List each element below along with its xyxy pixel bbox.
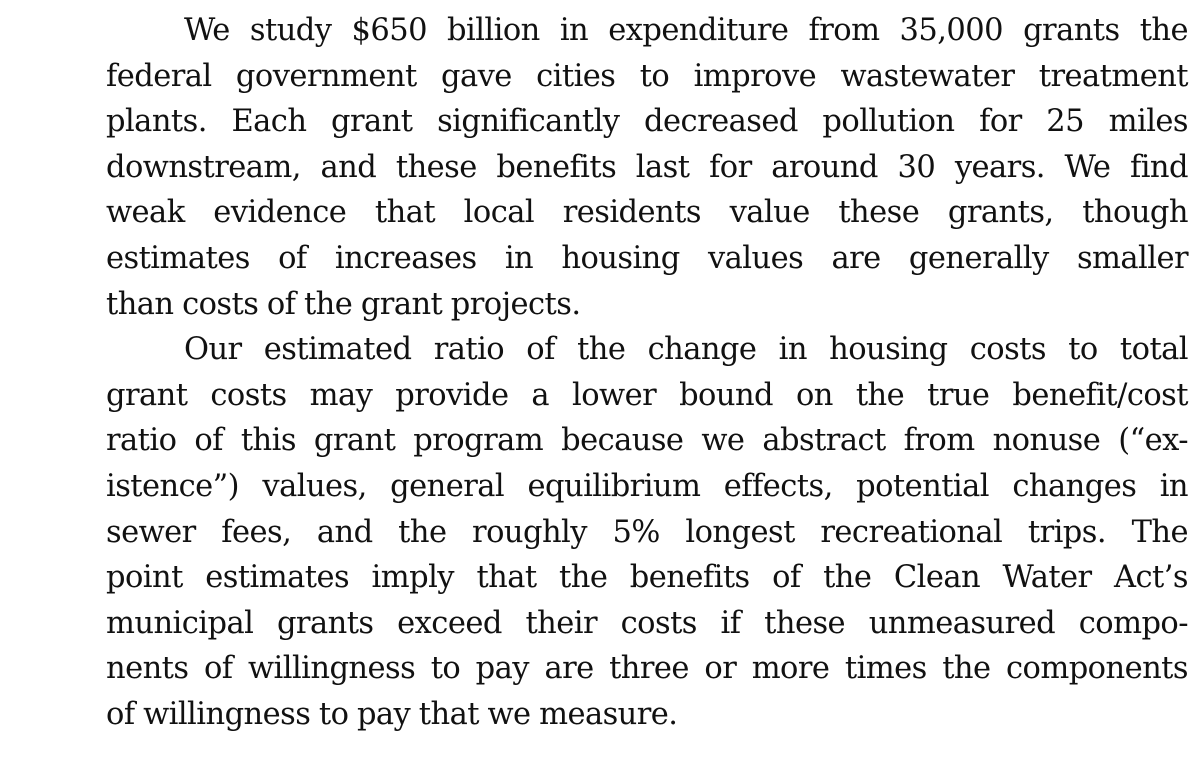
text-line: than costs of the grant projects.: [106, 286, 581, 322]
text-line: plants. Each grant significantly decreased pollution for 25 miles: [106, 104, 1188, 140]
text-line: Our estimated ratio of the change in housing costs to total: [184, 332, 1188, 368]
text-line: municipal grants exceed their costs if these unmeasured compo-: [106, 605, 1188, 641]
text-line: grant costs may provide a lower bound on the true benefit/cost: [106, 377, 1188, 413]
text-line: estimates of increases in housing values are generally smaller: [106, 240, 1188, 276]
text-line: point estimates imply that the benefits of the Clean Water Act’s: [106, 560, 1188, 596]
text-line: downstream, and these benefits last for around 30 years. We find: [106, 149, 1188, 185]
text-line: istence”) values, general equilibrium effects, potential changes in: [106, 468, 1188, 504]
paragraph-1: [28, 8, 1188, 327]
text-line: weak evidence that local residents value these grants, though: [106, 195, 1188, 231]
paragraph-2: [28, 327, 1188, 737]
text-line: of willingness to pay that we measure.: [106, 696, 678, 732]
abstract-text: [28, 8, 1188, 738]
text-line: We study $650 billion in expenditure from 35,000 grants the: [184, 13, 1188, 48]
text-line: sewer fees, and the roughly 5% longest recreational trips. The: [106, 514, 1188, 550]
text-line: federal government gave cities to improve wastewater treatment: [106, 58, 1188, 94]
text-line: ratio of this grant program because we abstract from nonuse (“ex-: [106, 423, 1188, 459]
text-line: nents of willingness to pay are three or more times the components: [106, 651, 1188, 687]
